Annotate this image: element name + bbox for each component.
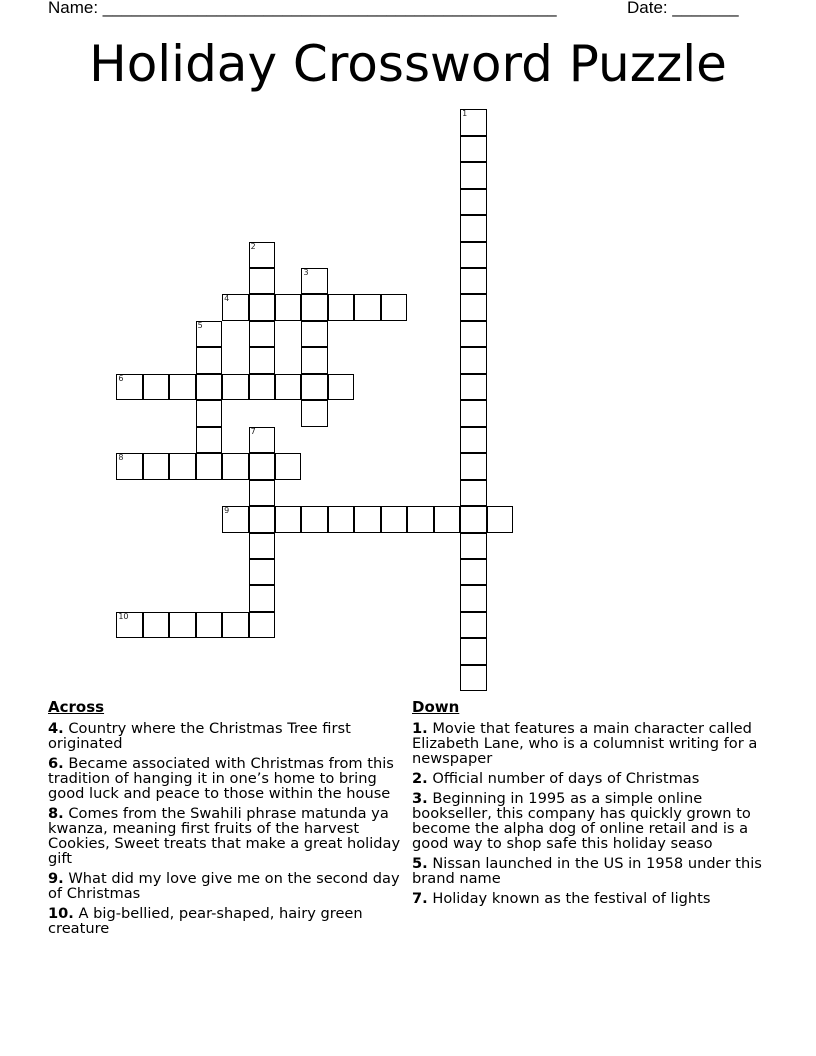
- clue-down-7: [412, 891, 772, 906]
- crossword-cell[interactable]: [249, 506, 275, 532]
- clue-down-2: [412, 771, 772, 786]
- crossword-cell[interactable]: [116, 453, 142, 479]
- clue-number: 6.: [48, 755, 64, 772]
- clue-across-8: [48, 806, 408, 866]
- crossword-cell[interactable]: [328, 294, 354, 320]
- clue-number: 5.: [412, 855, 428, 872]
- clue-number-label: 9: [224, 506, 230, 516]
- crossword-cell[interactable]: [196, 427, 222, 453]
- clue-text: Holiday known as the festival of lights: [432, 890, 711, 907]
- crossword-cell[interactable]: [354, 506, 380, 532]
- crossword-cell[interactable]: [460, 427, 486, 453]
- crossword-cell[interactable]: [460, 533, 486, 559]
- clue-number: 8.: [48, 805, 64, 822]
- clue-text: Comes from the Swahili phrase matunda ya kwanza, meaning first fruits of the harvest Cookies, Sweet treats that make a great holiday gift: [48, 805, 401, 867]
- crossword-cell[interactable]: [434, 506, 460, 532]
- crossword-cell[interactable]: [354, 294, 380, 320]
- crossword-cell[interactable]: [196, 400, 222, 426]
- down-heading: Down: [412, 698, 460, 716]
- across-heading: Across: [48, 698, 105, 716]
- crossword-cell[interactable]: [301, 268, 327, 294]
- crossword-cell[interactable]: [249, 321, 275, 347]
- crossword-cell[interactable]: [275, 374, 301, 400]
- clue-down-5: [412, 856, 772, 886]
- clue-across-4: [48, 721, 408, 751]
- clue-number: 2.: [412, 770, 428, 787]
- crossword-cell[interactable]: [460, 453, 486, 479]
- crossword-cell[interactable]: [275, 453, 301, 479]
- crossword-cell[interactable]: [460, 242, 486, 268]
- clue-number-label: 2: [250, 241, 256, 251]
- crossword-cell[interactable]: [196, 453, 222, 479]
- crossword-cell[interactable]: [460, 162, 486, 188]
- crossword-cell[interactable]: [249, 612, 275, 638]
- crossword-cell[interactable]: [328, 506, 354, 532]
- clue-text: Movie that features a main character called Elizabeth Lane, who is a columnist writing for a newspaper: [412, 720, 758, 767]
- clue-number-label: 4: [224, 294, 230, 304]
- clue-text: A big-bellied, pear-shaped, hairy green creature: [48, 905, 363, 937]
- crossword-cell[interactable]: [460, 400, 486, 426]
- crossword-cell[interactable]: [169, 374, 195, 400]
- clue-number: 9.: [48, 870, 64, 887]
- crossword-cell[interactable]: [249, 242, 275, 268]
- crossword-cell[interactable]: [196, 374, 222, 400]
- crossword-cell[interactable]: [275, 294, 301, 320]
- clue-number: 3.: [412, 790, 428, 807]
- clue-number: 1.: [412, 720, 428, 737]
- crossword-cell[interactable]: [143, 612, 169, 638]
- crossword-cell[interactable]: [196, 612, 222, 638]
- crossword-cell[interactable]: [249, 559, 275, 585]
- crossword-cell[interactable]: [460, 189, 486, 215]
- crossword-cell[interactable]: [381, 506, 407, 532]
- name-field-label: Name: ________________________________________________: [48, 0, 557, 17]
- clue-down-1: [412, 721, 772, 766]
- crossword-cell[interactable]: [222, 374, 248, 400]
- clue-number: 10.: [48, 905, 74, 922]
- crossword-cell[interactable]: [301, 400, 327, 426]
- clue-number: 7.: [412, 890, 428, 907]
- crossword-cell[interactable]: [116, 374, 142, 400]
- clue-number-label: 3: [303, 268, 309, 277]
- crossword-cell[interactable]: [169, 612, 195, 638]
- crossword-cell[interactable]: [460, 136, 486, 162]
- clue-text: Became associated with Christmas from this tradition of hanging it in one’s home to bring good luck and peace to those within the house: [48, 755, 394, 802]
- clue-number-label: 6: [118, 373, 124, 383]
- crossword-cell[interactable]: [143, 453, 169, 479]
- clue-text: Country where the Christmas Tree first originated: [48, 720, 351, 752]
- crossword-cell[interactable]: [301, 347, 327, 373]
- clue-across-6: [48, 756, 408, 801]
- crossword-cell[interactable]: [460, 268, 486, 294]
- crossword-cell[interactable]: [222, 453, 248, 479]
- crossword-cell[interactable]: [460, 480, 486, 506]
- crossword-cell[interactable]: [249, 374, 275, 400]
- crossword-cell[interactable]: [460, 109, 486, 135]
- crossword-cell[interactable]: [460, 347, 486, 373]
- clue-number: 4.: [48, 720, 64, 737]
- clue-number-label: 8: [118, 453, 124, 463]
- clue-down-3: [412, 791, 772, 851]
- clue-number-label: 5: [197, 320, 203, 330]
- crossword-cell[interactable]: [249, 427, 275, 453]
- crossword-cell[interactable]: [301, 506, 327, 532]
- crossword-cell[interactable]: [460, 638, 486, 664]
- crossword-cell[interactable]: [249, 347, 275, 373]
- crossword-cell[interactable]: [249, 453, 275, 479]
- across-clues: [48, 699, 408, 941]
- crossword-cell[interactable]: [196, 347, 222, 373]
- down-clues: [412, 699, 772, 911]
- crossword-cell[interactable]: [301, 374, 327, 400]
- crossword-cell[interactable]: [301, 294, 327, 320]
- crossword-cell[interactable]: [249, 533, 275, 559]
- crossword-cell[interactable]: [328, 374, 354, 400]
- clue-number-label: 1: [462, 109, 468, 119]
- crossword-cell[interactable]: [249, 585, 275, 611]
- crossword-cell[interactable]: [407, 506, 433, 532]
- crossword-cell[interactable]: [116, 612, 142, 638]
- crossword-cell[interactable]: [222, 294, 248, 320]
- crossword-cell[interactable]: [460, 612, 486, 638]
- clue-text: Official number of days of Christmas: [432, 770, 700, 787]
- crossword-cell[interactable]: [381, 294, 407, 320]
- crossword-cell[interactable]: [487, 506, 513, 532]
- crossword-cell[interactable]: [275, 506, 301, 532]
- crossword-cell[interactable]: [169, 453, 195, 479]
- crossword-cell[interactable]: [460, 374, 486, 400]
- clue-text: What did my love give me on the second day of Christmas: [48, 870, 400, 902]
- crossword-cell[interactable]: [222, 612, 248, 638]
- clue-text: Nissan launched in the US in 1958 under this brand name: [412, 855, 762, 887]
- crossword-cell[interactable]: [196, 321, 222, 347]
- crossword-cell[interactable]: [222, 506, 248, 532]
- crossword-cell[interactable]: [301, 321, 327, 347]
- page-title: Holiday Crossword Puzzle: [89, 35, 727, 93]
- crossword-cell[interactable]: [460, 506, 486, 532]
- crossword-cell[interactable]: [249, 480, 275, 506]
- clue-number-label: 7: [250, 426, 256, 436]
- crossword-cell[interactable]: [460, 559, 486, 585]
- crossword-cell[interactable]: [249, 294, 275, 320]
- crossword-cell[interactable]: [460, 294, 486, 320]
- clue-across-9: [48, 871, 408, 901]
- crossword-cell[interactable]: [460, 215, 486, 241]
- clue-across-10: [48, 906, 408, 936]
- crossword-cell[interactable]: [460, 585, 486, 611]
- crossword-cell[interactable]: [143, 374, 169, 400]
- date-field-label: Date: _______: [627, 0, 739, 17]
- clue-number-label: 10: [118, 611, 129, 621]
- crossword-cell[interactable]: [460, 665, 486, 691]
- crossword-cell[interactable]: [249, 268, 275, 294]
- crossword-cell[interactable]: [460, 321, 486, 347]
- clue-text: Beginning in 1995 as a simple online bookseller, this company has quickly grown to become the alpha dog of online retail and is a good way to shop safe this holiday seaso: [412, 790, 751, 852]
